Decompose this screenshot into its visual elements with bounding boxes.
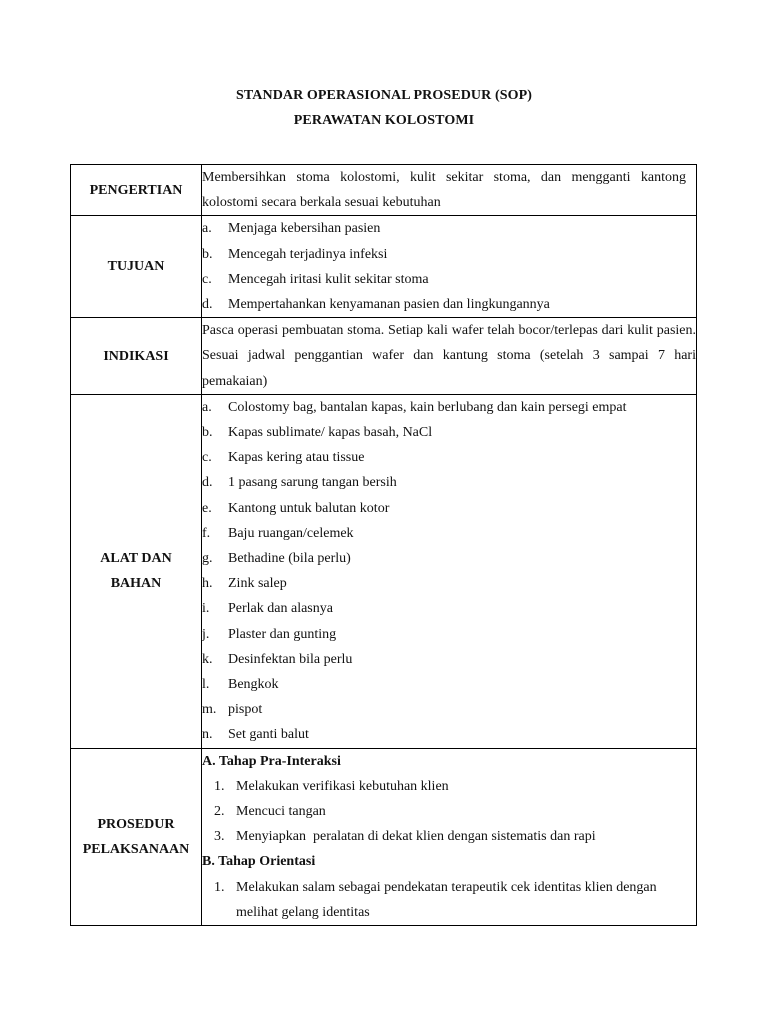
- list-item: l. Bengkok: [202, 677, 279, 693]
- label-prosedur: PROSEDUR PELAKSANAAN: [71, 748, 202, 925]
- list-item: b. Mencegah terjadinya infeksi: [202, 246, 388, 262]
- content-indikasi: [202, 318, 697, 395]
- content-tujuan: [202, 216, 697, 318]
- list-item: 3. Menyiapkan peralatan di dekat klien dengan sistematis dan rapi: [214, 829, 596, 845]
- list-item: k. Desinfektan bila perlu: [202, 651, 353, 667]
- pengertian-text: Membersihkan stoma kolostomi, kulit sekitar stoma, dan mengganti kantong kolostomi secara berkala sesuai kebutuhan: [202, 170, 686, 211]
- list-item: d. 1 pasang sarung tangan bersih: [202, 475, 397, 491]
- content-pengertian: [202, 165, 697, 216]
- row-tujuan: [71, 216, 697, 318]
- list-item: 1. Melakukan salam sebagai pendekatan terapeutik cek identitas klien dengan melihat gelang identitas: [214, 879, 657, 920]
- list-item: c. Mencegah iritasi kulit sekitar stoma: [202, 271, 429, 287]
- list-item: n. Set ganti balut: [202, 727, 309, 743]
- list-item: i. Perlak dan alasnya: [202, 601, 333, 617]
- list-item: c. Kapas kering atau tissue: [202, 450, 365, 466]
- label-alat-bahan: ALAT DAN BAHAN: [71, 394, 202, 748]
- label-pengertian: PENGERTIAN: [71, 165, 202, 216]
- content-prosedur: [202, 748, 697, 925]
- label-tujuan: TUJUAN: [71, 216, 202, 318]
- document-subtitle: PERAWATAN KOLOSTOMI: [293, 113, 475, 128]
- indikasi-text: Pasca operasi pembuatan stoma. Setiap kali wafer telah bocor/terlepas dari kulit pasien. Sesuai jadwal penggantian wafer dan kantung stoma (setelah 3 sampai 7 hari pemakaian): [202, 323, 696, 389]
- list-item: b. Kapas sublimate/ kapas basah, NaCl: [202, 425, 433, 441]
- section-heading-orientasi: B. Tahap Orientasi: [202, 854, 316, 870]
- list-item: m. pispot: [202, 702, 263, 718]
- row-pengertian: [71, 165, 697, 216]
- list-item: h. Zink salep: [202, 576, 287, 592]
- list-item: g. Bethadine (bila perlu): [202, 551, 351, 567]
- row-indikasi: [71, 318, 697, 395]
- row-prosedur: [71, 748, 697, 925]
- label-indikasi: INDIKASI: [71, 318, 202, 395]
- content-alat-bahan: [202, 394, 697, 748]
- list-item: d. Mempertahankan kenyamanan pasien dan lingkungannya: [202, 297, 550, 313]
- row-alat-bahan: [71, 394, 697, 748]
- section-heading-pra-interaksi: A. Tahap Pra-Interaksi: [202, 753, 341, 769]
- document-title: STANDAR OPERASIONAL PROSEDUR (SOP): [235, 88, 532, 103]
- list-item: 1. Melakukan verifikasi kebutuhan klien: [214, 778, 449, 794]
- list-item: j. Plaster dan gunting: [202, 626, 337, 642]
- list-item: a. Menjaga kebersihan pasien: [202, 221, 381, 237]
- list-item: e. Kantong untuk balutan kotor: [202, 500, 390, 516]
- sop-table: [70, 164, 697, 926]
- list-item: f. Baju ruangan/celemek: [202, 525, 354, 541]
- list-item: 2. Mencuci tangan: [214, 804, 326, 820]
- list-item: a. Colostomy bag, bantalan kapas, kain berlubang dan kain persegi empat: [202, 399, 627, 415]
